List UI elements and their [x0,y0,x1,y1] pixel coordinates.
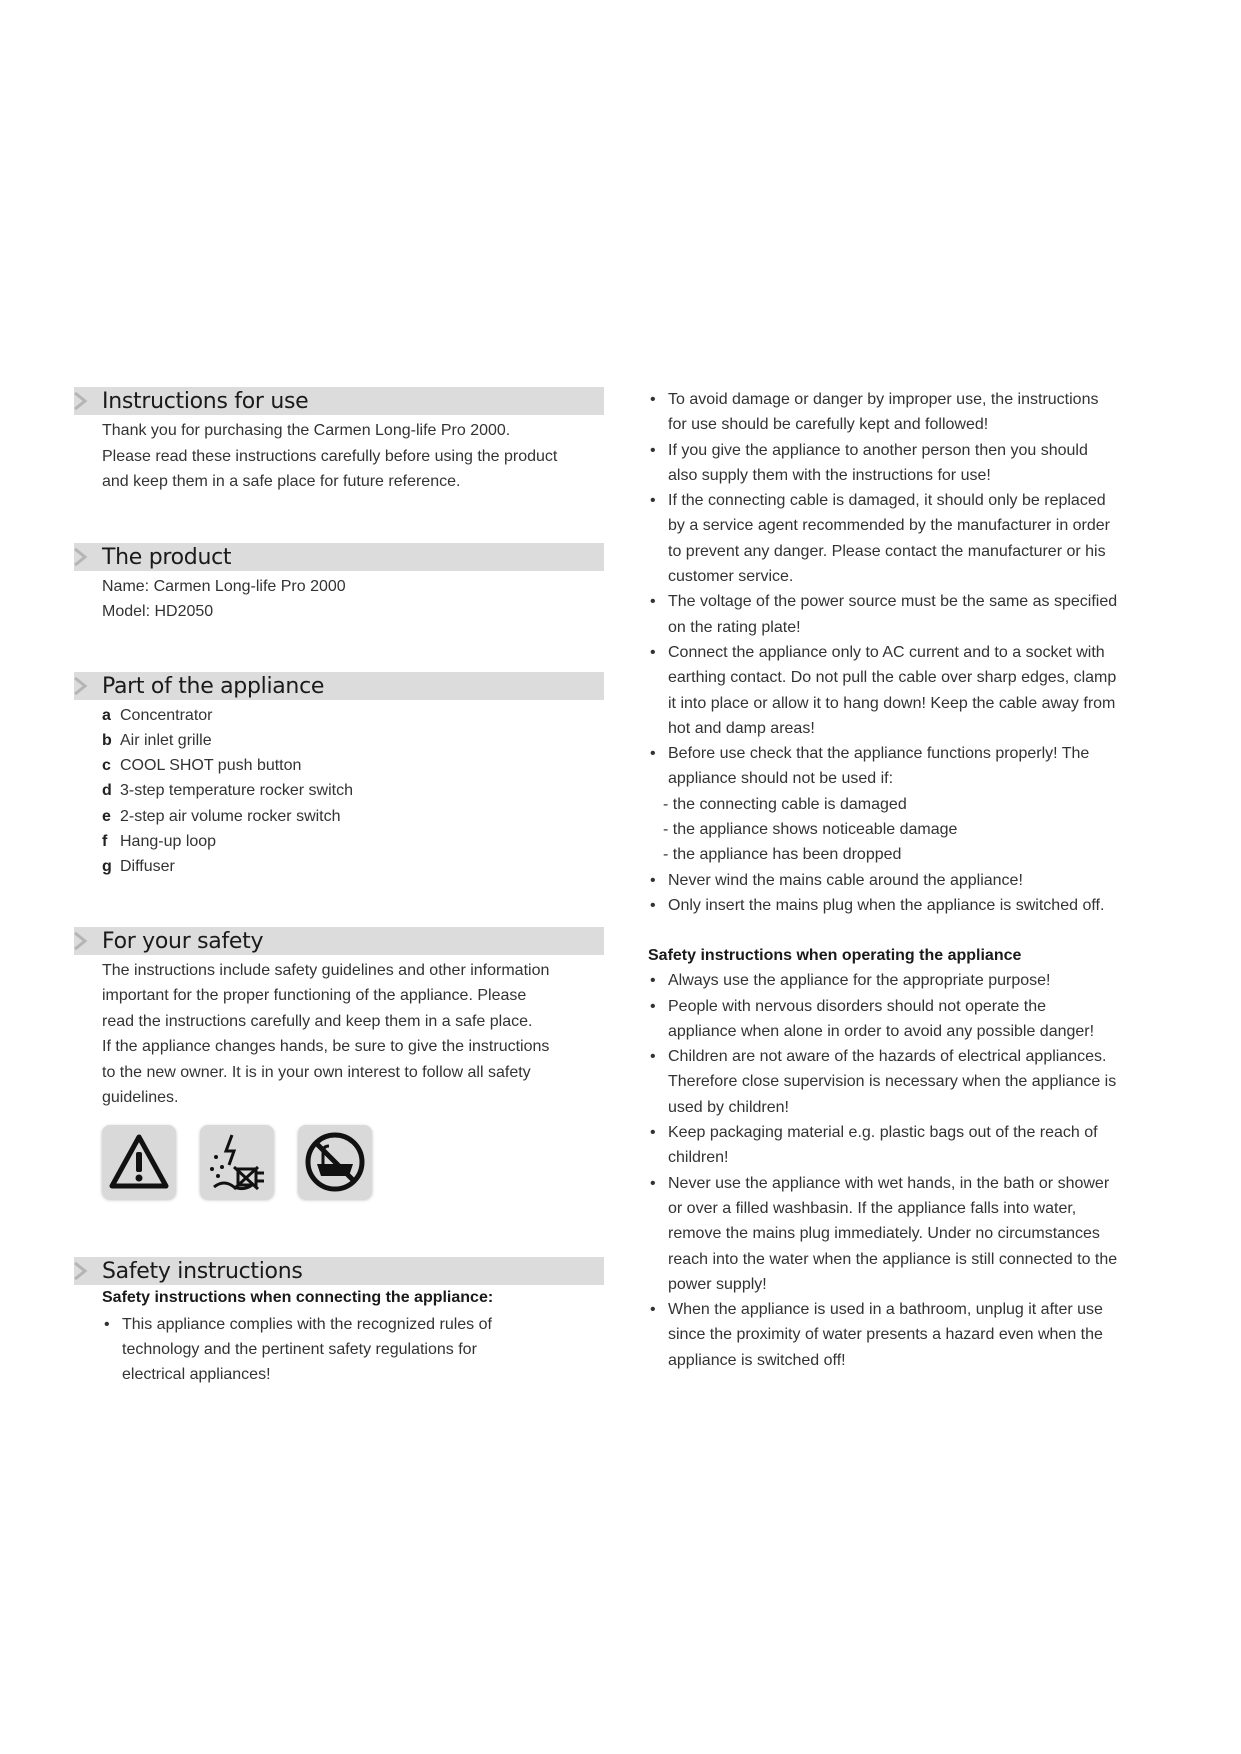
part-key: e [102,807,111,825]
bullet-text: Keep packaging material e.g. plastic bags out of the reach of children! [668,1124,1098,1167]
part-key: g [102,858,112,876]
subheading: Safety instructions when operating the appliance [648,947,1022,965]
bullet-text: To avoid damage or danger by improper use, the instructions for use should be carefully kept and followed! [668,391,1099,434]
body-line: and keep them in a safe place for future reference. [102,473,461,490]
part-item [102,728,604,753]
parts-list [74,703,604,880]
body-line: Thank you for purchasing the Carmen Long-life Pro 2000. [102,422,511,439]
chevron-right-icon [74,932,88,950]
chevron-right-icon [74,392,88,410]
part-label: Diffuser [120,858,175,876]
part-item [102,778,604,803]
section-instructions-for-use [74,387,604,495]
section-title: Instructions for use [102,389,309,414]
sub-item-text: - the appliance has been dropped [663,846,902,864]
part-key: d [102,782,112,800]
section-header [74,927,604,955]
section-title: The product [102,544,232,570]
section-header [74,387,604,415]
part-label: 3-step temperature rocker switch [120,782,353,800]
part-label: Hang-up loop [120,832,217,850]
bullet-item: • Always use the appliance for the appropriate purpose! [648,968,1118,993]
part-item [102,703,604,728]
sub-item [648,817,1118,842]
sub-item [648,842,1118,867]
bullet-item: • Never use the appliance with wet hands, in the bath or shower or over a filled washbasin. If the appliance falls into water, remove the mains plug immediately. Under no circumstances reach into the water when the appliance is still connected to the power supply! [648,1171,1118,1297]
bullet-item: • To avoid damage or danger by improper use, the instructions for use should be carefully kept and followed! [648,387,1118,438]
bullet-item: • Connect the appliance only to AC current and to a socket with earthing contact. Do not pull the cable over sharp edges, clamp it into place or allow it to hang down! Keep the cable away from hot and damp areas! [648,640,1118,741]
right-column [648,387,1118,1373]
body-line: to the new owner. It is in your own interest to follow all safety [102,1063,531,1081]
body-line: Please read these instructions carefully before using the product [102,447,558,465]
part-key: b [102,731,112,749]
bullet-text: Never use the appliance with wet hands, in the bath or shower or over a filled washbasin. If the appliance falls into water, remove the mains plug immediately. Under no circumstances reach into the water when the appliance is still connected to the power supply! [668,1174,1118,1293]
no-water-plug-icon [200,1125,274,1199]
bullet-list-operating [648,968,1118,1373]
section-title: Part of the appliance [102,673,325,699]
bullet-item: • People with nervous disorders should not operate the appliance when alone in order to avoid any possible danger! [648,994,1118,1045]
section-for-your-safety [74,927,604,1199]
body-line: important for the proper functioning of the appliance. Please [102,987,527,1005]
bullet-item: • The voltage of the power source must be the same as specified on the rating plate! [648,589,1118,640]
part-label: Air inlet grille [120,731,212,749]
chevron-right-icon [74,548,88,566]
bullet-text: Connect the appliance only to AC current and to a socket with earthing contact. Do not pull the cable over sharp edges, clamp it into place or allow it to hang down! Keep the cable away from hot and damp areas! [668,643,1117,737]
bullet-text: If you give the appliance to another person then you should also supply them with the instructions for use! [668,441,1088,484]
product-name: Name: Carmen Long-life Pro 2000 [102,577,346,595]
section-title: Safety instructions [102,1258,303,1284]
section-header [74,1257,604,1285]
chevron-right-icon [74,1262,88,1280]
section-header [74,672,604,700]
bullet-list [102,1312,522,1388]
sub-item-text: - the appliance shows noticeable damage [663,821,958,839]
bullet-text: This appliance complies with the recognized rules of technology and the pertinent safety regulations for electrical appliances! [122,1315,492,1384]
part-item [102,804,604,829]
part-label: 2-step air volume rocker switch [120,807,341,825]
section-body [74,1285,604,1388]
part-item [102,854,604,879]
bullet-item: • If you give the appliance to another person then you should also supply them with the instructions for use! [648,438,1118,489]
bullet-text: If the connecting cable is damaged, it should only be replaced by a service agent recommended by the manufacturer in order to prevent any danger. Please contact the manufacturer or his customer service. [668,492,1111,586]
part-label: Concentrator [120,706,213,724]
section-header [74,543,604,571]
section-body [74,958,604,1111]
body-line: guidelines. [102,1089,179,1107]
body-line: If the appliance changes hands, be sure to give the instructions [102,1038,550,1056]
sub-item-text: - the connecting cable is damaged [663,795,907,813]
bullet-text: When the appliance is used in a bathroom, unplug it after use since the proximity of water presents a hazard even when the appliance is switched off! [668,1301,1103,1369]
chevron-right-icon [74,677,88,695]
bullet-item: • Before use check that the appliance functions properly! The appliance should not be used if: [648,741,1118,792]
bullet-text: Always use the appliance for the appropriate purpose! [668,972,1051,990]
bullet-item: • Children are not aware of the hazards of electrical appliances. Therefore close supervision is necessary when the appliance is used by children! [648,1044,1118,1120]
bullet-text: Only insert the mains plug when the appliance is switched off. [668,896,1105,914]
part-key: c [102,757,111,775]
sub-item [648,792,1118,817]
left-column [74,387,604,1387]
product-model: Model: HD2050 [102,603,214,620]
bullet-item: • If the connecting cable is damaged, it should only be replaced by a service agent recommended by the manufacturer in order to prevent any danger. Please contact the manufacturer or his customer service. [648,488,1118,589]
bullet-text: Before use check that the appliance functions properly! The appliance should not be used if: [668,745,1090,788]
part-label: COOL SHOT push button [120,757,302,775]
part-item [102,829,604,854]
bullet-item: • Keep packaging material e.g. plastic bags out of the reach of children! [648,1120,1118,1171]
body-line: The instructions include safety guidelines and other information [102,961,550,979]
part-item [102,753,604,778]
subheading: Safety instructions when connecting the appliance: [102,1288,494,1306]
section-parts [74,672,604,880]
section-title: For your safety [102,928,264,954]
bullet-item: • This appliance complies with the recognized rules of technology and the pertinent safety regulations for electrical appliances! [102,1312,522,1388]
body-line: read the instructions carefully and keep them in a safe place. [102,1012,533,1030]
section-the-product [74,543,604,625]
no-bath-icon [298,1125,372,1199]
bullet-item: • Never wind the mains cable around the appliance! [648,868,1118,893]
part-key: a [102,706,111,724]
safety-icons [74,1125,604,1199]
warning-triangle-icon [102,1125,176,1199]
bullet-item: • Only insert the mains plug when the appliance is switched off. [648,893,1118,918]
section-body [74,574,604,625]
bullet-text: The voltage of the power source must be the same as specified on the rating plate! [668,593,1118,636]
bullet-text: Children are not aware of the hazards of electrical appliances. Therefore close supervision is necessary when the appliance is used by children! [668,1048,1117,1116]
part-key: f [102,832,108,850]
bullet-item: • When the appliance is used in a bathroom, unplug it after use since the proximity of water presents a hazard even when the appliance is switched off! [648,1297,1118,1373]
operating-section [648,943,1118,1373]
bullet-text: Never wind the mains cable around the appliance! [668,871,1023,889]
section-safety-instructions [74,1257,604,1388]
bullet-text: People with nervous disorders should not operate the appliance when alone in order to avoid any possible danger! [668,997,1095,1040]
bullet-list-connecting [648,387,1118,918]
section-body [74,418,604,495]
